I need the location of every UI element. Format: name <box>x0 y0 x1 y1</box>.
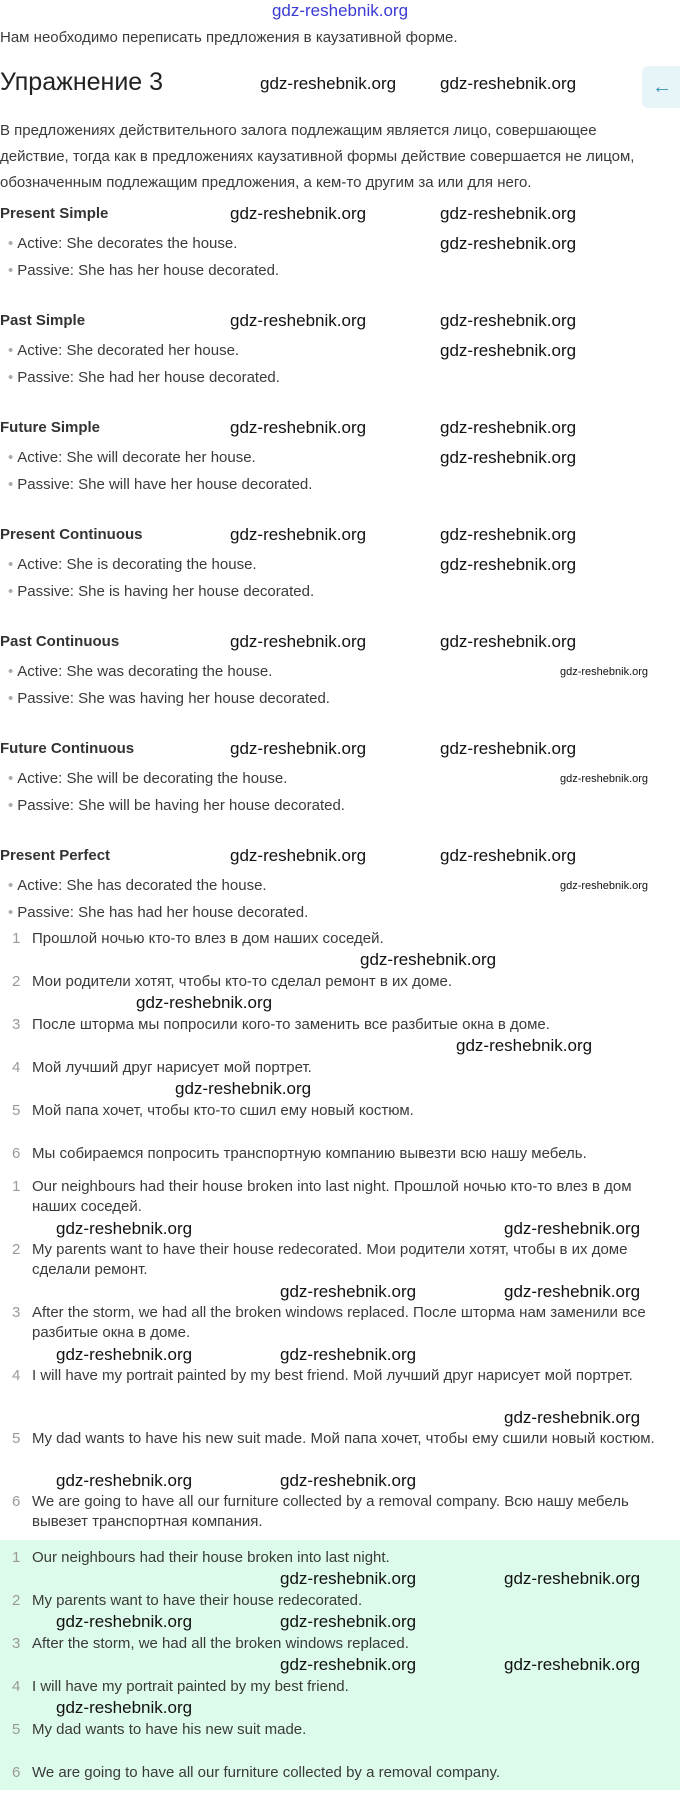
passive-example-text: Passive: She has had her house decorated. <box>17 904 309 921</box>
passive-example <box>0 582 680 609</box>
tense-title: Future Continuous <box>0 740 135 757</box>
item-number: 2 <box>12 973 21 990</box>
list-item <box>0 1591 680 1634</box>
item-text: Прошлой ночью кто-то влез в дом наших соседей. <box>32 930 384 947</box>
watermark: gdz-reshebnik.org <box>260 74 397 93</box>
arrow-left-icon: ← <box>652 76 672 98</box>
tense-section <box>0 418 680 502</box>
task-list <box>0 929 680 1187</box>
watermark: gdz-reshebnik.org <box>280 1471 417 1490</box>
list-item <box>0 1720 680 1763</box>
item-text: We are going to have all our furniture collected by a removal company. <box>32 1764 501 1781</box>
watermark: gdz-reshebnik.org <box>440 418 577 437</box>
passive-example-text: Passive: She has her house decorated. <box>17 262 280 279</box>
tense-section <box>0 632 680 716</box>
item-text: Мои родители хотят, чтобы кто-то сделал ремонт в их доме. <box>32 973 453 990</box>
watermark: gdz-reshebnik.org <box>56 1698 193 1717</box>
item-number: 1 <box>12 1549 21 1566</box>
item-number: 4 <box>12 1678 21 1695</box>
item-number: 3 <box>12 1635 21 1652</box>
item-number: 6 <box>12 1145 21 1162</box>
watermark: gdz-reshebnik.org <box>504 1655 641 1674</box>
watermark: gdz-reshebnik.org <box>456 1036 593 1055</box>
watermark: gdz-reshebnik.org <box>230 418 367 437</box>
tense-section <box>0 739 680 823</box>
item-text: My dad wants to have his new suit made. Мой папа хочет, чтобы ему сшили новый костюм. <box>32 1430 655 1447</box>
active-example <box>0 448 680 475</box>
item-text: After the storm, we had all the broken windows replaced. После шторма нам заменили все разбитые окна в доме. <box>32 1304 646 1341</box>
active-example <box>0 555 680 582</box>
site-watermark-link[interactable]: gdz-reshebnik.org <box>271 1 409 20</box>
list-item <box>0 972 680 1015</box>
tense-title-row <box>0 418 680 448</box>
watermark: gdz-reshebnik.org <box>504 1282 641 1301</box>
item-number: 2 <box>12 1592 21 1609</box>
item-number: 3 <box>12 1016 21 1033</box>
watermark: gdz-reshebnik.org <box>230 632 367 651</box>
active-example-text: Active: She has decorated the house. <box>17 877 267 894</box>
passive-example <box>0 903 680 930</box>
item-text: Мой папа хочет, чтобы кто-то сшил ему новый костюм. <box>32 1102 414 1119</box>
list-item <box>0 1240 680 1303</box>
watermark: gdz-reshebnik.org <box>230 525 367 544</box>
watermark: gdz-reshebnik.org <box>230 311 367 330</box>
list-item <box>0 1763 680 1806</box>
list-item <box>0 1015 680 1058</box>
watermark: gdz-reshebnik.org <box>280 1655 417 1674</box>
active-example-text: Active: She decorates the house. <box>17 235 238 252</box>
item-text: I will have my portrait painted by my best friend. <box>32 1678 349 1695</box>
item-text: Мой лучший друг нарисует мой портрет. <box>32 1059 312 1076</box>
passive-example-text: Passive: She will be having her house decorated. <box>17 797 345 814</box>
list-item <box>0 1058 680 1101</box>
passive-example <box>0 261 680 288</box>
passive-example-text: Passive: She was having her house decorated. <box>17 690 330 707</box>
watermark: gdz-reshebnik.org <box>440 311 577 330</box>
active-example-text: Active: She decorated her house. <box>17 342 240 359</box>
passive-example <box>0 368 680 395</box>
passive-example <box>0 475 680 502</box>
tense-title: Present Simple <box>0 205 109 222</box>
watermark: gdz-reshebnik.org <box>230 739 367 758</box>
tense-title-row <box>0 311 680 341</box>
item-number: 6 <box>12 1493 21 1510</box>
watermark: gdz-reshebnik.org <box>56 1471 193 1490</box>
item-text: We are going to have all our furniture collected by a removal company. Всю нашу мебель вывезет транспортная компания. <box>32 1493 629 1530</box>
tense-title-row <box>0 525 680 555</box>
item-number: 4 <box>12 1367 21 1384</box>
item-number: 5 <box>12 1102 21 1119</box>
tense-section <box>0 846 680 930</box>
passive-example-text: Passive: She will have her house decorated. <box>17 476 313 493</box>
item-text: After the storm, we had all the broken windows replaced. <box>32 1635 409 1652</box>
page-title: Упражнение 3 <box>0 68 164 96</box>
active-example-text: Active: She will be decorating the house. <box>17 770 288 787</box>
watermark: gdz-reshebnik.org <box>560 773 649 785</box>
tense-title: Past Continuous <box>0 633 120 650</box>
tense-title: Past Simple <box>0 312 86 329</box>
tense-section <box>0 525 680 609</box>
page-title-row <box>0 66 640 102</box>
watermark: gdz-reshebnik.org <box>440 234 577 253</box>
watermark: gdz-reshebnik.org <box>440 632 577 651</box>
watermark: gdz-reshebnik.org <box>440 846 577 865</box>
item-text: My dad wants to have his new suit made. <box>32 1721 307 1738</box>
list-item <box>0 1177 680 1240</box>
item-text: My parents want to have their house redecorated. <box>32 1592 363 1609</box>
watermark: gdz-reshebnik.org <box>560 880 649 892</box>
list-item <box>0 1101 680 1144</box>
translations-list <box>0 1177 680 1535</box>
watermark: gdz-reshebnik.org <box>504 1569 641 1588</box>
watermark: gdz-reshebnik.org <box>440 74 577 93</box>
active-example <box>0 662 680 689</box>
watermark: gdz-reshebnik.org <box>560 666 649 678</box>
answers-list <box>0 1548 680 1806</box>
explanation-paragraph: В предложениях действительного залога подлежащим является лицо, совершающее действие, тогда как в предложениях каузативной формы действие совершается не лицом, обозначенным подлежащим предложения, а кем-то другим за или для него. <box>0 122 635 191</box>
item-number: 6 <box>12 1764 21 1781</box>
item-number: 1 <box>12 930 21 947</box>
active-example-text: Active: She will decorate her house. <box>17 449 256 466</box>
list-item <box>0 1677 680 1720</box>
watermark: gdz-reshebnik.org <box>360 950 497 969</box>
watermark: gdz-reshebnik.org <box>56 1219 193 1238</box>
tense-section <box>0 311 680 395</box>
item-number: 1 <box>12 1178 21 1195</box>
passive-example <box>0 796 680 823</box>
passive-example-text: Passive: She had her house decorated. <box>17 369 280 386</box>
watermark: gdz-reshebnik.org <box>280 1345 417 1364</box>
watermark: gdz-reshebnik.org <box>280 1569 417 1588</box>
tense-title: Present Perfect <box>0 847 111 864</box>
watermark: gdz-reshebnik.org <box>440 525 577 544</box>
tense-title: Future Simple <box>0 419 101 436</box>
watermark: gdz-reshebnik.org <box>440 341 577 360</box>
active-example <box>0 769 680 796</box>
list-item <box>0 1429 680 1492</box>
item-number: 4 <box>12 1059 21 1076</box>
active-example-text: Active: She was decorating the house. <box>17 663 273 680</box>
active-example <box>0 876 680 903</box>
watermark: gdz-reshebnik.org <box>440 739 577 758</box>
passive-example-text: Passive: She is having her house decorated. <box>17 583 315 600</box>
watermark: gdz-reshebnik.org <box>440 204 577 223</box>
item-text: После шторма мы попросили кого-то заменить все разбитые окна в доме. <box>32 1016 550 1033</box>
active-example-text: Active: She is decorating the house. <box>17 556 257 573</box>
tense-title-row <box>0 739 680 769</box>
intro-text: Нам необходимо переписать предложения в каузативной форме. <box>0 29 458 46</box>
watermark: gdz-reshebnik.org <box>280 1282 417 1301</box>
active-example <box>0 234 680 261</box>
watermark: gdz-reshebnik.org <box>504 1408 641 1427</box>
watermark: gdz-reshebnik.org <box>280 1612 417 1631</box>
list-item <box>0 1366 680 1429</box>
watermark: gdz-reshebnik.org <box>175 1079 312 1098</box>
item-number: 3 <box>12 1304 21 1321</box>
watermark: gdz-reshebnik.org <box>504 1219 641 1238</box>
item-text: My parents want to have their house redecorated. Мои родители хотят, чтобы в их доме сделали ремонт. <box>32 1241 628 1278</box>
tense-title-row <box>0 632 680 662</box>
passive-example <box>0 689 680 716</box>
tense-title-row <box>0 204 680 234</box>
item-text: Our neighbours had their house broken into last night. <box>32 1549 390 1566</box>
tense-title: Present Continuous <box>0 526 143 543</box>
item-number: 5 <box>12 1721 21 1738</box>
watermark: gdz-reshebnik.org <box>56 1612 193 1631</box>
watermark: gdz-reshebnik.org <box>230 204 367 223</box>
list-item <box>0 929 680 972</box>
watermark: gdz-reshebnik.org <box>440 555 577 574</box>
watermark: gdz-reshebnik.org <box>230 846 367 865</box>
list-item <box>0 1634 680 1677</box>
tense-section <box>0 204 680 288</box>
back-button[interactable] <box>642 66 680 108</box>
watermark: gdz-reshebnik.org <box>440 448 577 467</box>
item-text: Мы собираемся попросить транспортную компанию вывезти всю нашу мебель. <box>32 1145 587 1162</box>
item-number: 2 <box>12 1241 21 1258</box>
watermark: gdz-reshebnik.org <box>56 1345 193 1364</box>
tense-title-row <box>0 846 680 876</box>
list-item <box>0 1303 680 1366</box>
list-item <box>0 1492 680 1535</box>
watermark: gdz-reshebnik.org <box>136 993 273 1012</box>
item-text: I will have my portrait painted by my best friend. Мой лучший друг нарисует мой портрет. <box>32 1367 633 1384</box>
item-text: Our neighbours had their house broken into last night. Прошлой ночью кто-то влез в дом наших соседей. <box>32 1178 632 1215</box>
item-number: 5 <box>12 1430 21 1447</box>
active-example <box>0 341 680 368</box>
list-item <box>0 1548 680 1591</box>
